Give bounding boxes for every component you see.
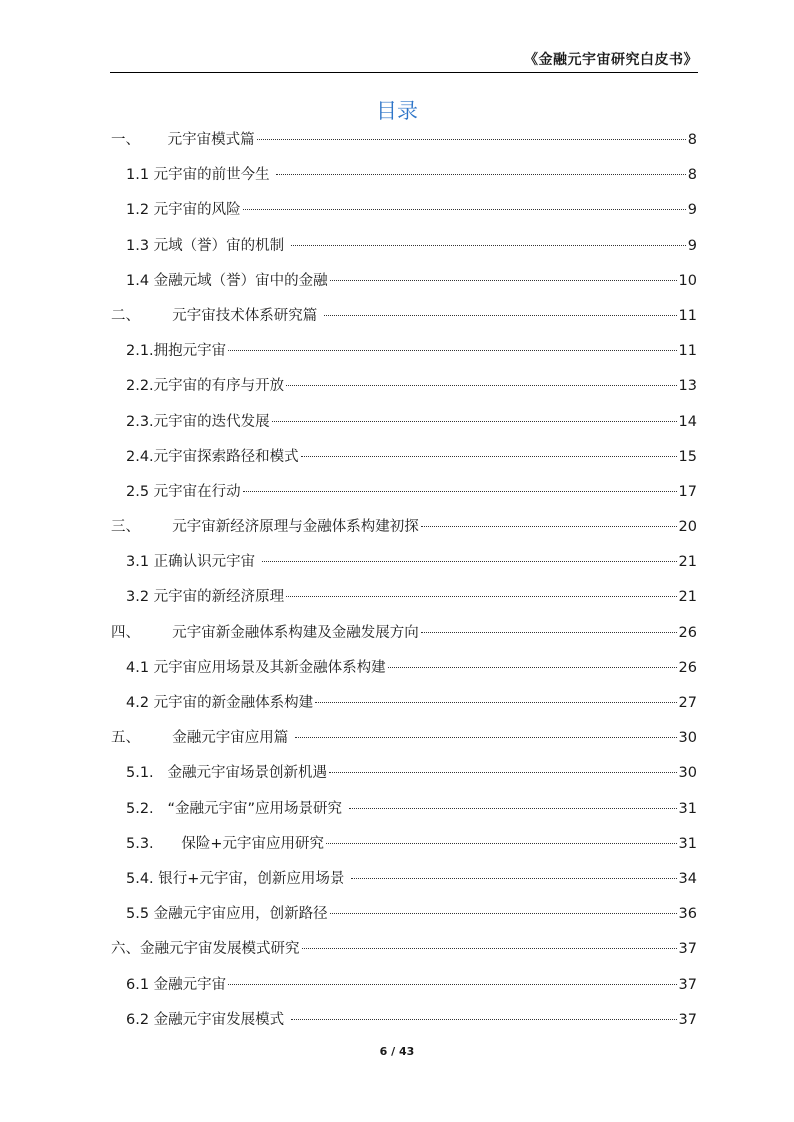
dot-leader bbox=[329, 772, 677, 773]
toc-entry[interactable] bbox=[111, 445, 697, 480]
toc-entry-label: 元宇宙的风险 bbox=[153, 202, 241, 219]
toc-entry-label: 元宇宙的迭代发展 bbox=[153, 413, 270, 430]
dot-leader bbox=[315, 702, 676, 703]
dot-leader bbox=[388, 667, 677, 668]
toc-entry-page: 21 bbox=[678, 589, 697, 606]
toc-entry-page: 8 bbox=[687, 167, 697, 184]
toc-entry[interactable] bbox=[111, 374, 697, 409]
dot-leader bbox=[286, 385, 676, 386]
toc-entry-number: 3.1 bbox=[126, 554, 154, 571]
toc-entry-number: 三、 bbox=[111, 519, 173, 536]
toc-entry-label: 元宇宙的新金融体系构建 bbox=[153, 695, 314, 711]
dot-leader bbox=[276, 174, 685, 175]
toc-entry-page: 15 bbox=[678, 448, 697, 465]
toc-entry-number: 5.4. bbox=[126, 870, 159, 887]
dot-leader bbox=[326, 843, 677, 844]
toc-entry-number: 1.2 bbox=[126, 202, 154, 219]
dot-leader bbox=[421, 632, 677, 633]
toc-entry-number: 2.1. bbox=[126, 343, 154, 360]
toc-entry-number: 1.4 bbox=[126, 272, 154, 289]
toc-entry[interactable] bbox=[111, 339, 697, 374]
page-number: 6 / 43 bbox=[379, 1045, 415, 1058]
toc-title: 目录 bbox=[376, 99, 418, 123]
toc-entry-label: 元宇宙应用场景及其新金融体系构建 bbox=[153, 659, 386, 676]
toc-entry[interactable] bbox=[111, 515, 697, 550]
toc-entry-page: 26 bbox=[678, 624, 697, 641]
toc-entry-page: 26 bbox=[678, 659, 697, 676]
toc-entry[interactable] bbox=[111, 480, 697, 515]
toc-entry-page: 11 bbox=[678, 307, 697, 324]
toc-entry-label: 金融元宇宙 bbox=[153, 976, 227, 993]
toc-entry-label: “金融元宇宙”应用场景研究 bbox=[167, 800, 347, 817]
toc-entry-label: 金融元域（誉）宙中的金融 bbox=[153, 272, 328, 289]
toc-entry-page: 37 bbox=[678, 976, 697, 993]
running-header: 《金融元宇宙研究白皮书》 bbox=[524, 52, 698, 68]
dot-leader bbox=[291, 1019, 677, 1020]
toc-entry-label: 元宇宙新经济原理与金融体系构建初探 bbox=[172, 519, 419, 536]
toc-entry-number: 一、 bbox=[111, 132, 168, 148]
toc-entry[interactable] bbox=[111, 304, 697, 339]
dot-leader bbox=[349, 808, 677, 809]
toc-entry[interactable] bbox=[111, 797, 697, 832]
dot-leader bbox=[351, 878, 677, 879]
toc-entry-number: 5.5 bbox=[126, 906, 154, 923]
toc-entry[interactable] bbox=[111, 691, 697, 726]
toc-entry-label: 元宇宙在行动 bbox=[153, 483, 241, 500]
toc-entry[interactable] bbox=[111, 656, 697, 691]
toc-entry-label: 金融元宇宙应用，创新路径 bbox=[153, 906, 328, 923]
toc-entry-page: 9 bbox=[687, 237, 697, 254]
toc-entry[interactable] bbox=[111, 937, 697, 972]
toc-entry[interactable] bbox=[111, 973, 697, 1008]
toc-entry-number: 4.2 bbox=[126, 695, 154, 711]
toc-entry[interactable] bbox=[111, 163, 697, 198]
dot-leader bbox=[330, 280, 677, 281]
toc-entry-number: 4.1 bbox=[126, 659, 154, 676]
toc-entry[interactable] bbox=[111, 761, 697, 796]
toc-entry-label: 元宇宙探索路径和模式 bbox=[153, 448, 299, 465]
toc-entry-label: 元宇宙的新经济原理 bbox=[153, 589, 285, 606]
toc-entry-page: 36 bbox=[678, 906, 697, 923]
toc-entry-page: 27 bbox=[678, 695, 697, 711]
toc-entry-label: 元宇宙的前世今生 bbox=[153, 167, 275, 184]
toc-entry-label: 金融元宇宙发展模式 bbox=[153, 1011, 289, 1028]
dot-leader bbox=[301, 456, 677, 457]
toc-entry-page: 21 bbox=[678, 554, 697, 571]
toc-entry-page: 37 bbox=[678, 1011, 697, 1028]
toc-entry-label: 正确认识元宇宙 bbox=[153, 554, 260, 571]
toc-entry[interactable] bbox=[111, 621, 697, 656]
toc-entry-page: 8 bbox=[687, 132, 697, 148]
toc-entry-page: 37 bbox=[678, 941, 697, 958]
toc-entry-page: 20 bbox=[678, 519, 697, 536]
toc-entry-page: 30 bbox=[678, 730, 697, 747]
toc-entry-number: 六、 bbox=[111, 941, 140, 958]
toc-entry[interactable] bbox=[111, 902, 697, 937]
toc-entry-number: 3.2 bbox=[126, 589, 154, 606]
toc-entry-page: 11 bbox=[678, 343, 697, 360]
dot-leader bbox=[243, 209, 686, 210]
toc-entry-label: 拥抱元宇宙 bbox=[153, 343, 227, 360]
toc-entry-label: 元宇宙技术体系研究篇 bbox=[172, 307, 322, 324]
toc-entry[interactable] bbox=[111, 1008, 697, 1043]
toc-entry-page: 9 bbox=[687, 202, 697, 219]
toc-entry-page: 31 bbox=[678, 835, 697, 852]
toc-entry-number: 5.2. bbox=[126, 800, 168, 817]
toc-entry-number: 6.1 bbox=[126, 976, 154, 993]
toc-entry-page: 13 bbox=[678, 378, 697, 395]
toc-entry-label: 元域（誉）宙的机制 bbox=[153, 237, 289, 254]
toc-entry-label: 金融元宇宙应用篇 bbox=[172, 730, 293, 747]
dot-leader bbox=[302, 948, 677, 949]
toc-entry-label: 银行+元宇宙，创新应用场景 bbox=[158, 870, 350, 887]
dot-leader bbox=[330, 913, 677, 914]
toc-entry-label: 金融元宇宙场景创新机遇 bbox=[167, 765, 327, 782]
toc-entry-label: 金融元宇宙发展模式研究 bbox=[140, 941, 300, 958]
dot-leader bbox=[243, 491, 677, 492]
toc-entry[interactable] bbox=[111, 269, 697, 304]
dot-leader bbox=[228, 350, 676, 351]
toc-entry-number: 2.5 bbox=[126, 483, 154, 500]
toc-entry-label: 元宇宙模式篇 bbox=[167, 132, 255, 148]
toc-entry-number: 6.2 bbox=[126, 1011, 154, 1028]
toc-entry-page: 30 bbox=[678, 765, 697, 782]
toc-entry-label: 元宇宙新金融体系构建及金融发展方向 bbox=[172, 624, 419, 641]
toc-entry-number: 2.3. bbox=[126, 413, 154, 430]
toc-entry[interactable] bbox=[111, 550, 697, 585]
toc-entry-page: 10 bbox=[678, 272, 697, 289]
toc-entry-number: 五、 bbox=[111, 730, 173, 747]
toc-entry[interactable] bbox=[111, 726, 697, 761]
dot-leader bbox=[295, 737, 677, 738]
toc-entry[interactable] bbox=[111, 128, 697, 163]
table-of-contents bbox=[111, 128, 697, 1043]
toc-entry-number: 四、 bbox=[111, 624, 173, 641]
dot-leader bbox=[324, 315, 677, 316]
toc-entry-number: 2.4. bbox=[126, 448, 154, 465]
toc-entry-number: 5.1. bbox=[126, 765, 168, 782]
toc-entry-page: 31 bbox=[678, 800, 697, 817]
toc-entry[interactable] bbox=[111, 832, 697, 867]
toc-entry-label: 保险+元宇宙应用研究 bbox=[181, 835, 324, 852]
dot-leader bbox=[272, 421, 677, 422]
dot-leader bbox=[257, 139, 686, 140]
toc-entry-page: 34 bbox=[678, 870, 697, 887]
toc-entry[interactable] bbox=[111, 234, 697, 269]
toc-entry[interactable] bbox=[111, 867, 697, 902]
toc-entry[interactable] bbox=[111, 585, 697, 620]
toc-entry[interactable] bbox=[111, 198, 697, 233]
dot-leader bbox=[291, 245, 686, 246]
toc-entry-number: 二、 bbox=[111, 307, 173, 324]
dot-leader bbox=[286, 596, 676, 597]
dot-leader bbox=[421, 526, 677, 527]
toc-entry-number: 1.1 bbox=[126, 167, 154, 184]
dot-leader bbox=[262, 561, 677, 562]
toc-entry-number: 1.3 bbox=[126, 237, 154, 254]
toc-entry-number: 2.2. bbox=[126, 378, 154, 395]
toc-entry-page: 14 bbox=[678, 413, 697, 430]
header-rule bbox=[110, 72, 698, 73]
toc-entry-page: 17 bbox=[678, 483, 697, 500]
toc-entry[interactable] bbox=[111, 410, 697, 445]
dot-leader bbox=[228, 984, 676, 985]
toc-entry-label: 元宇宙的有序与开放 bbox=[153, 378, 285, 395]
toc-entry-number: 5.3. bbox=[126, 835, 182, 852]
